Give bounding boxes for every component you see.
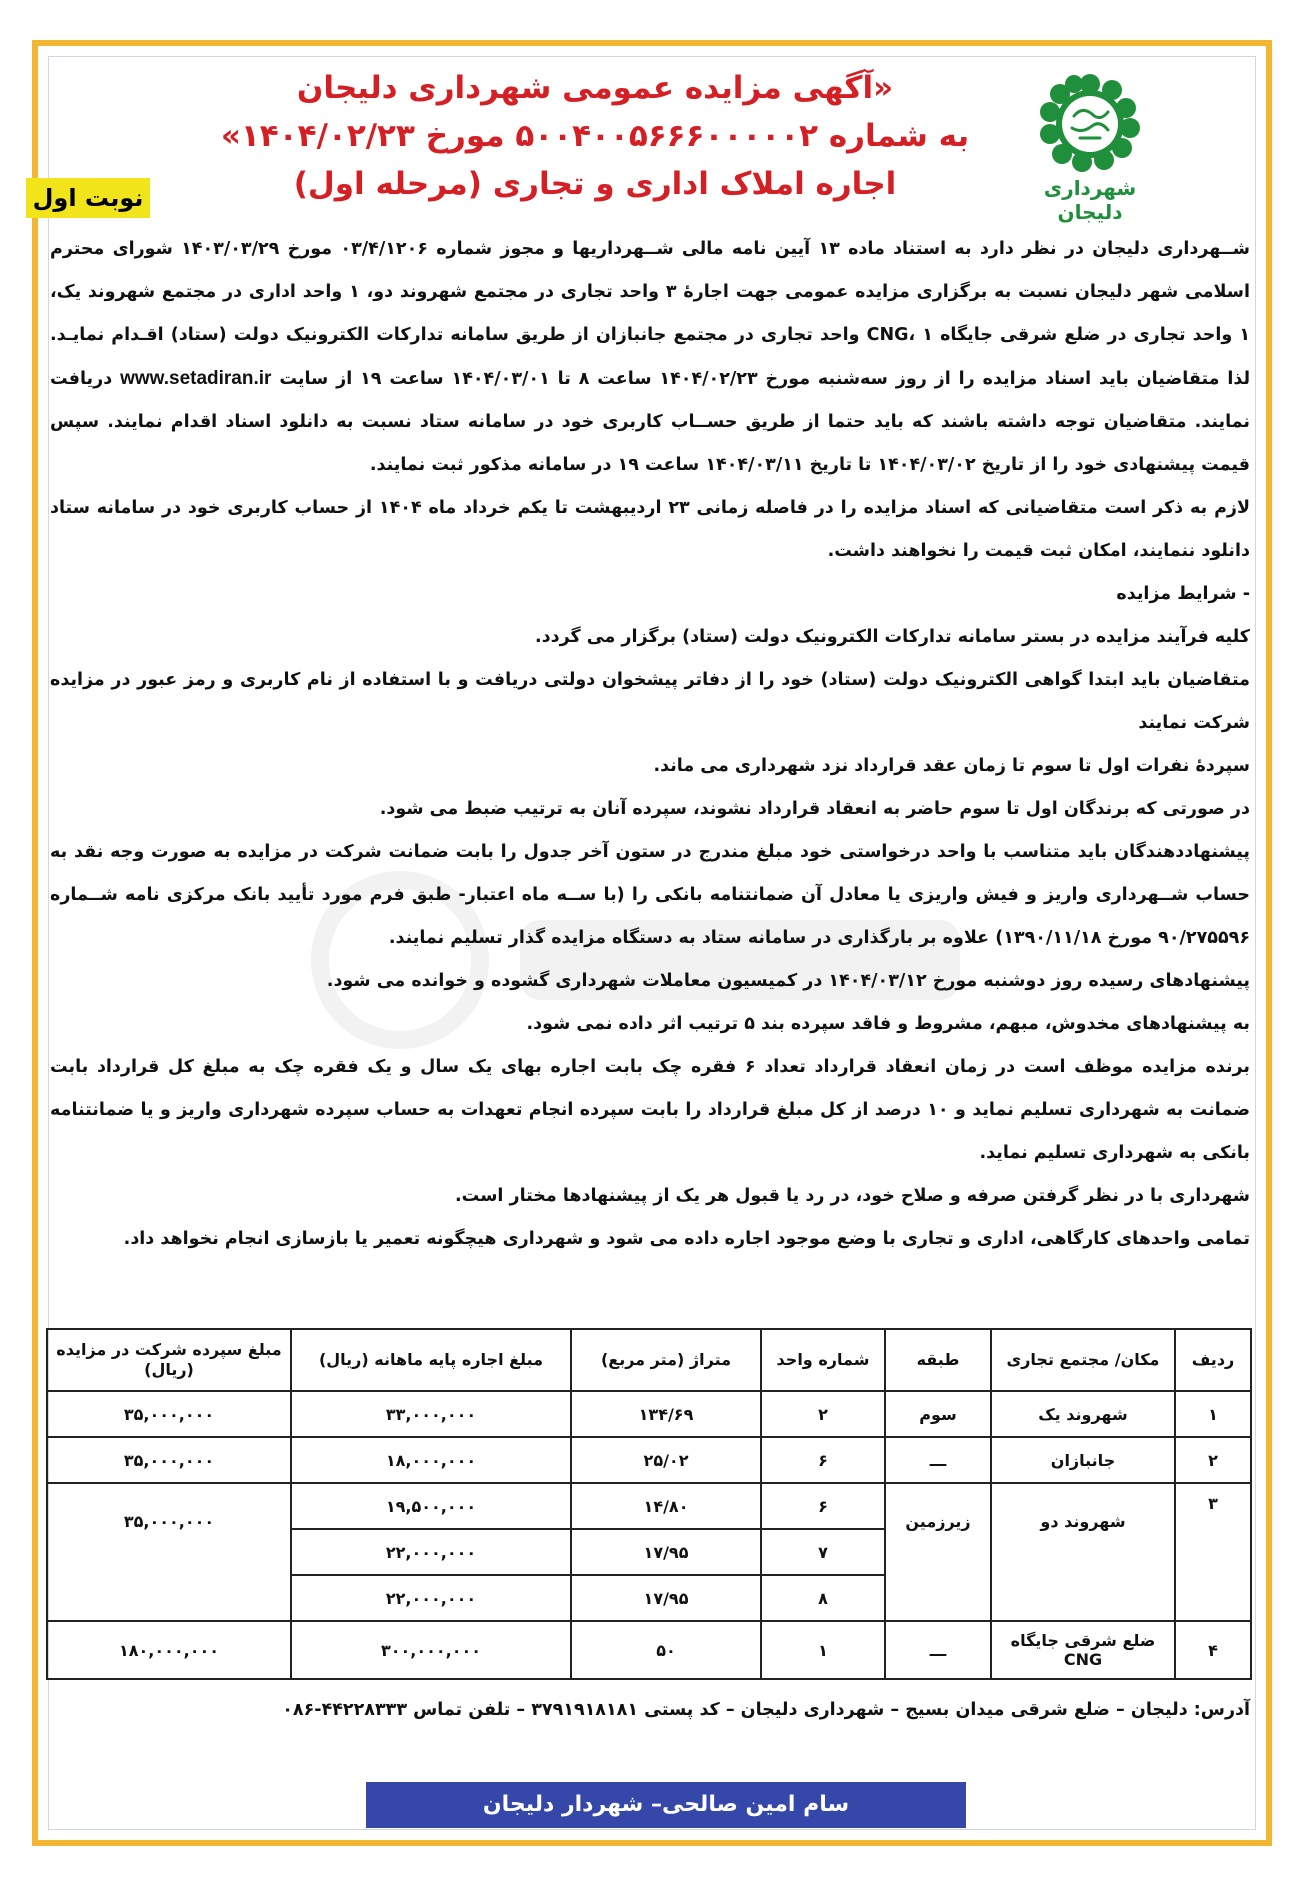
logo-emblem-icon [1034, 70, 1146, 174]
header-row-number: ردیف [1175, 1329, 1251, 1391]
cell-rent: ۱۸,۰۰۰,۰۰۰ [291, 1437, 571, 1483]
cell-unit: ۷ [761, 1529, 885, 1575]
cell-floor: زیرزمین [885, 1483, 991, 1621]
intro-text-part1: شــهرداری دلیجان در نظر دارد به استناد ماده ۱۳ آیین نامه مالی شــهرداریها و مجوز شماره ۰۳/۴/۱۲۰۶ مورخ ۱۴۰۳/۰۳/۲۹ شورای محترم اسلامی شهر دلیجان نسبت به برگزاری مزایده عمومی جهت اجارهٔ ۳ واحد تجاری در مجتمع شهروند دو، ۱ واحد اداری در مجتمع شهروند یک، ۱ واحد تجاری در ضلع شرقی جایگاه CNG، ۱ واحد تجاری در مجتمع جانبازان از طریق سامانه تدارکات الکترونیک دولت (ستاد) اقـدام نمایـد. لذا متقاضیان باید اسناد مزایده را از روز سه‌شنبه مورخ ۱۴۰۴/۰۲/۲۳ ساعت ۸ تا ۱۴۰۴/۰۳/۰۱ ساعت ۱۹ از سایت [50, 239, 1251, 389]
header-deposit: مبلغ سپرده شرکت در مزایده (ریال) [47, 1329, 291, 1391]
cell-row-number: ۳ [1175, 1483, 1251, 1621]
table-row [47, 1483, 1251, 1529]
header-floor: طبقه [885, 1329, 991, 1391]
cell-deposit: ۳۵,۰۰۰,۰۰۰ [47, 1391, 291, 1437]
condition-9: شهرداری با در نظر گرفتن صرفه و صلاح خود، در رد یا قبول هر یک از پیشنهادها مختار است. [455, 1186, 1250, 1206]
conditions-title: - شرایط مزایده [1116, 584, 1250, 604]
cell-row-number: ۲ [1175, 1437, 1251, 1483]
cell-deposit: ۳۵,۰۰۰,۰۰۰ [47, 1437, 291, 1483]
cell-place: شهروند دو [991, 1483, 1175, 1621]
cell-place: ضلع شرقی جایگاه CNG [991, 1621, 1175, 1679]
cell-rent: ۳۰۰,۰۰۰,۰۰۰ [291, 1621, 571, 1679]
cell-place: شهروند یک [991, 1391, 1175, 1437]
cell-area: ۱۴/۸۰ [571, 1483, 761, 1529]
cell-unit: ۱ [761, 1621, 885, 1679]
cell-floor: سوم [885, 1391, 991, 1437]
cell-rent: ۱۹,۵۰۰,۰۰۰ [291, 1483, 571, 1529]
cell-rent: ۲۲,۰۰۰,۰۰۰ [291, 1529, 571, 1575]
header-area: متراژ (متر مربع) [571, 1329, 761, 1391]
header-unit-number: شماره واحد [761, 1329, 885, 1391]
cell-rent: ۳۳,۰۰۰,۰۰۰ [291, 1391, 571, 1437]
condition-5: پیشنهاددهندگان باید متناسب با واحد درخواستی خود مبلغ مندرج در ستون آخر جدول را بابت ضمانت شرکت در مزایده به صورت وجه نقد به حساب شــهرداری واریز و فیش واریزی یا معادل آن ضمانتنامه بانکی را (با ســه ماه اعتبار- طبق فرم مورد تأیید بانک مرکزی نامه شــماره ۹۰/۲۷۵۵۹۶ مورخ ۱۳۹۰/۱۱/۱۸) علاوه بر بارگذاری در سامانه ستاد به دستگاه مزایده گذار تسلیم نمایند. [50, 842, 1250, 948]
condition-1: کلیه فرآیند مزایده در بستر سامانه تدارکات الکترونیک دولت (ستاد) برگزار می گردد. [535, 627, 1250, 647]
cell-row-number: ۴ [1175, 1621, 1251, 1679]
condition-2: متقاضیان باید ابتدا گواهی الکترونیک دولت (ستاد) خود را از دفاتر پیشخوان دولتی دریافت و با استفاده از نام کاربری و رمز عبور در مزایده شرکت نمایند [50, 670, 1250, 733]
intro-text-part2: دریافت نمایند. متقاضیان توجه داشته باشند که باید حتما از طریق حســاب کاربری خود در سامانه ستاد نسبت به دانلود اسناد اقدام نمایند. سپس قیمت پیشنهادی خود را از تاریخ ۱۴۰۴/۰۳/۰۲ تا تاریخ ۱۴۰۴/۰۳/۱۱ ساعت ۱۹ در سامانه مذکور ثبت نمایند. [50, 369, 1250, 475]
cell-floor: ـــ [885, 1621, 991, 1679]
cell-deposit: ۱۸۰,۰۰۰,۰۰۰ [47, 1621, 291, 1679]
cell-unit: ۸ [761, 1575, 885, 1621]
cell-unit: ۲ [761, 1391, 885, 1437]
contact-address: آدرس: دلیجان – ضلع شرقی میدان بسیج – شهرداری دلیجان – کد پستی ۳۷۹۱۹۱۸۱۸۱ – تلفن تماس ۴۴۲۲۸۳۳۳-۰۸۶ [282, 1700, 1250, 1720]
condition-7: به پیشنهادهای مخدوش، مبهم، مشروط و فاقد سپرده بند ۵ ترتیب اثر داده نمی شود. [526, 1014, 1250, 1034]
table-header-row [47, 1329, 1251, 1391]
table-row [47, 1391, 1251, 1437]
cell-floor: ـــ [885, 1437, 991, 1483]
condition-6: پیشنهادهای رسیده روز دوشنبه مورخ ۱۴۰۴/۰۳/۱۲ در کمیسیون معاملات شهرداری گشوده و خوانده می شود. [326, 971, 1250, 991]
cell-row-number: ۱ [1175, 1391, 1251, 1437]
header-monthly-rent: مبلغ اجاره پایه ماهانه (ریال) [291, 1329, 571, 1391]
logo-caption: شهرداری دلیجان [1043, 176, 1137, 224]
notice-body [50, 228, 1250, 1261]
cell-area: ۲۵/۰۲ [571, 1437, 761, 1483]
condition-3: سپردهٔ نفرات اول تا سوم تا زمان عقد قرارداد نزد شهرداری می ماند. [653, 756, 1250, 776]
paragraph-intro [50, 228, 1250, 487]
cell-unit: ۶ [761, 1483, 885, 1529]
cell-rent: ۲۲,۰۰۰,۰۰۰ [291, 1575, 571, 1621]
mayor-signature-bar: سام امین صالحی– شهردار دلیجان [366, 1782, 966, 1828]
title-line-1: «آگهی مزایده عمومی شهرداری دلیجان [296, 70, 894, 106]
cell-area: ۱۷/۹۵ [571, 1575, 761, 1621]
cell-area: ۱۳۴/۶۹ [571, 1391, 761, 1437]
condition-10: تمامی واحدهای کارگاهی، اداری و تجاری با وضع موجود اجاره داده می شود و شهرداری هیچگونه تعمیر یا بازسازی انجام نخواهد داد. [123, 1229, 1250, 1249]
cell-area: ۱۷/۹۵ [571, 1529, 761, 1575]
title-line-2: به شماره ۵۰۰۴۰۰۵۶۶۶۰۰۰۰۰۲ مورخ ۱۴۰۴/۰۲/۲۳» [220, 118, 970, 154]
paragraph-note: لازم به ذکر است متقاضیانی که اسناد مزایده را در فاصله زمانی ۲۳ اردیبهشت تا یکم خرداد ماه ۱۴۰۴ از حساب کاربری خود در سامانه ستاد دانلود ننمایند، امکان ثبت قیمت را نخواهند داشت. [50, 498, 1250, 561]
table-row [47, 1621, 1251, 1679]
table-row [47, 1437, 1251, 1483]
units-table [46, 1328, 1252, 1680]
cell-area: ۵۰ [571, 1621, 761, 1679]
setadiran-link[interactable]: www.setadiran.ir [120, 368, 272, 389]
condition-8: برنده مزایده موظف است در زمان انعقاد قرارداد تعداد ۶ فقره چک بابت اجاره بهای یک سال و یک فقره چک به مبلغ کل قرارداد بابت ضمانت به شهرداری تسلیم نماید و ۱۰ درصد از کل مبلغ قرارداد را بابت سپرده انجام تعهدات به حساب سپرده شهرداری واریز و یا ضمانتنامه بانکی به شهرداری تسلیم نماید. [50, 1057, 1250, 1163]
cell-unit: ۶ [761, 1437, 885, 1483]
first-publication-badge: نوبت اول [26, 178, 150, 218]
cell-place: جانبازان [991, 1437, 1175, 1483]
condition-4: در صورتی که برندگان اول تا سوم حاضر به انعقاد قرارداد نشوند، سپرده آنان به ترتیب ضبط می شود. [379, 799, 1250, 819]
notice-title [200, 64, 990, 208]
cell-deposit: ۳۵,۰۰۰,۰۰۰ [47, 1483, 291, 1621]
title-line-3: اجاره املاک اداری و تجاری (مرحله اول) [293, 166, 897, 202]
municipality-logo [1010, 70, 1170, 224]
header-place: مکان/ مجتمع تجاری [991, 1329, 1175, 1391]
